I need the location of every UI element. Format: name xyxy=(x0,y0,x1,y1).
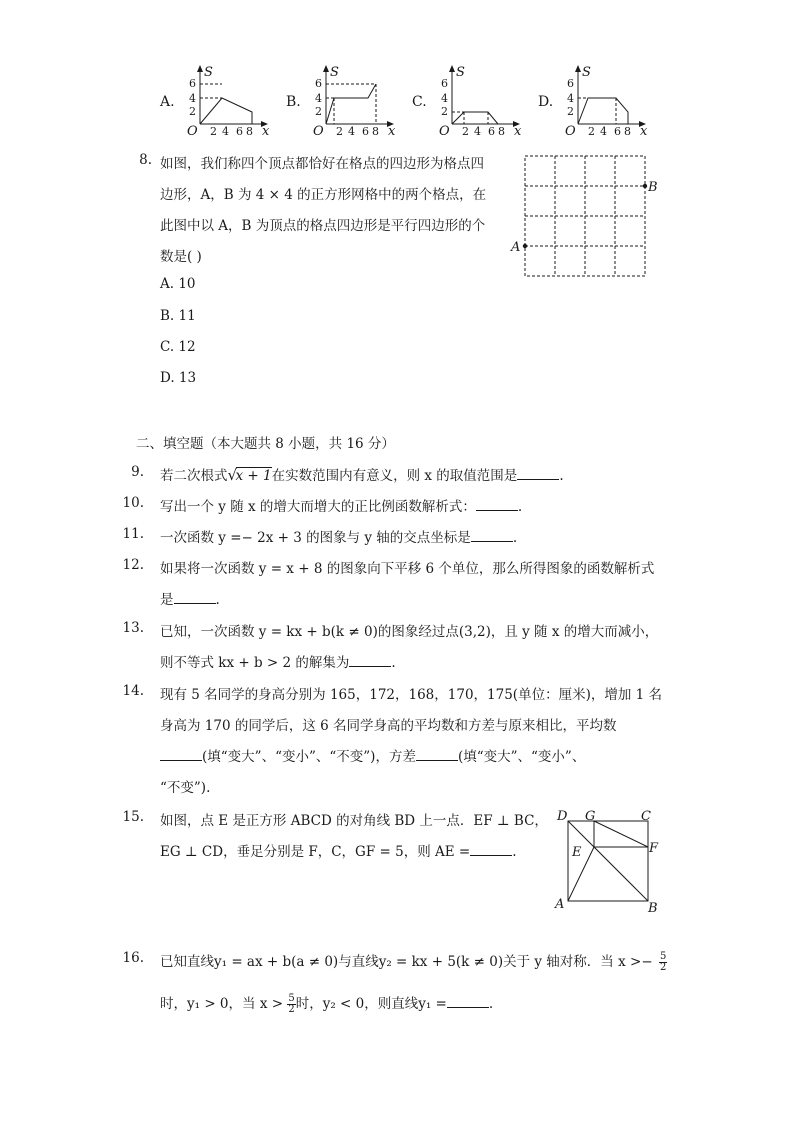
q16-line-1-a: 已知直线y₁ = ax + b(a ≠ 0)与直线y₂ = kx + 5(k ≠ 0)关于 y 轴对称．当 x >− xyxy=(160,954,653,970)
q10-answer-blank[interactable] xyxy=(476,496,518,511)
q8-choice-c: C. 12 xyxy=(160,339,196,355)
q11-text-a: 一次函数 y =− 2x + 3 的图象与 y 轴的交点坐标是 xyxy=(160,530,471,546)
q13-line-2-b: . xyxy=(391,655,396,671)
y-tick: 6 xyxy=(567,77,574,90)
q8-line-4: 数是( ) xyxy=(160,249,202,265)
q9-text xyxy=(160,464,564,484)
q9-radical: √ x + 1 xyxy=(227,466,272,484)
x-tick: 2 xyxy=(588,125,595,138)
q13-line-2 xyxy=(160,651,396,671)
x-tick: 2 xyxy=(210,125,217,138)
label-f: F xyxy=(649,841,659,856)
q16-line-2-b: 时，y₂ < 0，则直线y₁ = xyxy=(295,996,447,1012)
q12-number: 12. xyxy=(122,557,144,573)
q15-square-figure xyxy=(550,806,662,916)
origin: O xyxy=(565,124,576,138)
axis-s: S xyxy=(456,65,465,80)
section-2-title: 二、填空题（本大题共 8 小题，共 16 分） xyxy=(136,436,395,452)
q16-fraction-1 xyxy=(659,952,667,973)
origin: O xyxy=(313,124,324,138)
option-d-label: D. xyxy=(538,94,554,110)
option-a-label: A. xyxy=(160,94,175,110)
x-tick: 6 xyxy=(614,125,621,138)
axis-x: x xyxy=(514,124,522,138)
q11-text-b: . xyxy=(512,530,518,546)
y-tick: 4 xyxy=(567,92,574,105)
q16-line-2-c: . xyxy=(488,996,494,1012)
q9-radicand: x + 1 xyxy=(235,468,272,484)
y-tick: 6 xyxy=(315,77,322,90)
q11-text xyxy=(160,526,517,546)
axis-x: x xyxy=(262,124,270,138)
label-c: C xyxy=(641,809,651,824)
x-tick: 8 xyxy=(624,125,631,138)
q14-blank-variance[interactable] xyxy=(416,746,458,761)
option-d-graph xyxy=(560,62,650,138)
point-b-label: B xyxy=(648,180,658,195)
q13-answer-blank[interactable] xyxy=(349,652,391,667)
x-tick: 6 xyxy=(488,125,495,138)
q16-line-2-a: 时，y₁ > 0，当 x > xyxy=(160,996,284,1012)
axis-s: S xyxy=(330,65,339,80)
label-a: A xyxy=(555,897,565,912)
q12-line-2-b: . xyxy=(215,592,220,608)
x-tick: 6 xyxy=(236,125,243,138)
q16-number: 16. xyxy=(122,950,144,966)
q14-line-3 xyxy=(160,745,585,765)
x-tick: 6 xyxy=(362,125,369,138)
q15-number: 15. xyxy=(122,809,144,825)
x-tick: 4 xyxy=(348,125,355,138)
q8-line-3: 此图中以 A，B 为顶点的格点四边形是平行四边形的个 xyxy=(160,218,486,234)
q15-line-1: 如图，点 E 是正方形 ABCD 的对角线 BD 上一点．EF ⊥ BC， xyxy=(160,813,548,829)
q15-answer-blank[interactable] xyxy=(470,841,512,856)
label-d: D xyxy=(557,809,568,824)
q14-blank-mean[interactable] xyxy=(160,746,202,761)
y-tick: 2 xyxy=(567,105,574,118)
q8-line-2: 边形，A，B 为 4 × 4 的正方形网格中的两个格点，在 xyxy=(160,187,487,203)
label-g: G xyxy=(585,809,596,824)
origin: O xyxy=(187,124,198,138)
label-e: E xyxy=(572,845,582,860)
point-a-dot xyxy=(523,244,527,248)
q15-line-2-b: . xyxy=(512,844,517,860)
q10-text xyxy=(160,495,522,515)
y-tick: 4 xyxy=(189,92,196,105)
q12-line-2-a: 是 xyxy=(160,592,174,608)
option-b-graph xyxy=(308,62,398,138)
axis-x: x xyxy=(388,124,396,138)
q14-line-1: 现有 5 名同学的身高分别为 165，172，168，170，175(单位：厘米)，增加 1 名 xyxy=(160,687,663,703)
q8-line-1: 如图，我们称四个顶点都恰好在格点的四边形为格点四 xyxy=(160,156,484,172)
y-tick: 4 xyxy=(315,92,322,105)
q14-line-4: “不变”). xyxy=(160,780,211,796)
x-tick: 4 xyxy=(222,125,229,138)
q9-text-c: . xyxy=(559,468,564,484)
x-tick: 8 xyxy=(498,125,505,138)
q16-frac-1-den: 2 xyxy=(659,962,667,973)
q16-fraction-2 xyxy=(287,994,295,1015)
option-c-graph xyxy=(434,62,524,138)
option-a-graph xyxy=(182,62,272,138)
x-tick: 8 xyxy=(372,125,379,138)
q14-line-3-a: (填“变大”、“变小”、“不变”)，方差 xyxy=(202,749,416,765)
q16-line-1 xyxy=(160,950,667,973)
q12-line-1: 如果将一次函数 y = x + 8 的图象向下平移 6 个单位，那么所得图象的函数解析式 xyxy=(160,561,655,577)
q16-line-2 xyxy=(160,992,493,1015)
q13-line-1: 已知，一次函数 y = kx + b(k ≠ 0)的图象经过点(3,2)，且 y 随 x 的增大而减小， xyxy=(160,624,659,640)
axis-s: S xyxy=(204,65,213,80)
q15-line-2-a: EG ⊥ CD，垂足分别是 F，C，GF = 5，则 AE = xyxy=(160,844,471,860)
point-b-dot xyxy=(643,184,647,188)
q16-frac-2-num: 5 xyxy=(288,993,295,1004)
q8-choice-b: B. 11 xyxy=(160,308,196,324)
y-tick: 2 xyxy=(189,105,196,118)
origin: O xyxy=(439,124,450,138)
q12-line-2 xyxy=(160,588,220,608)
q9-text-b: 在实数范围内有意义，则 x 的取值范围是 xyxy=(271,468,518,484)
q11-number: 11. xyxy=(122,526,144,542)
y-tick: 4 xyxy=(441,92,448,105)
q9-number: 9. xyxy=(131,464,144,480)
q10-number: 10. xyxy=(122,495,144,511)
q16-frac-1-num: 5 xyxy=(659,951,667,962)
q15-line-2 xyxy=(160,840,517,860)
q9-text-a: 若二次根式 xyxy=(160,468,228,484)
y-tick: 6 xyxy=(441,77,448,90)
q14-number: 14. xyxy=(122,683,144,699)
q16-answer-blank[interactable] xyxy=(447,993,489,1008)
x-tick: 4 xyxy=(600,125,607,138)
x-tick: 8 xyxy=(246,125,253,138)
axis-x: x xyxy=(640,124,648,138)
q8-choice-d: D. 13 xyxy=(160,370,197,386)
q14-line-2: 身高为 170 的同学后，这 6 名同学身高的平均数和方差与原来相比，平均数 xyxy=(160,718,617,734)
q10-text-a: 写出一个 y 随 x 的增大而增大的正比例函数解析式： xyxy=(160,499,476,515)
q13-line-2-a: 则不等式 kx + b > 2 的解集为 xyxy=(160,655,350,671)
y-tick: 6 xyxy=(189,77,196,90)
q12-answer-blank[interactable] xyxy=(174,589,216,604)
x-tick: 2 xyxy=(336,125,343,138)
y-tick: 2 xyxy=(441,105,448,118)
option-c-label: C. xyxy=(412,94,427,110)
x-tick: 4 xyxy=(474,125,481,138)
q13-number: 13. xyxy=(122,620,144,636)
q9-answer-blank[interactable] xyxy=(517,465,559,480)
point-a-label: A xyxy=(511,240,521,255)
q16-frac-2-den: 2 xyxy=(288,1004,295,1015)
q10-text-b: . xyxy=(517,499,523,515)
q8-number: 8. xyxy=(139,152,152,168)
q8-grid-figure xyxy=(506,150,666,280)
q11-answer-blank[interactable] xyxy=(471,527,513,542)
label-b: B xyxy=(648,901,658,916)
axis-s: S xyxy=(582,65,591,80)
q14-line-3-b: (填“变大”、“变小”、 xyxy=(457,749,586,765)
option-b-label: B. xyxy=(286,94,301,110)
x-tick: 2 xyxy=(462,125,469,138)
y-tick: 2 xyxy=(315,105,322,118)
q8-choice-a: A. 10 xyxy=(160,276,196,292)
